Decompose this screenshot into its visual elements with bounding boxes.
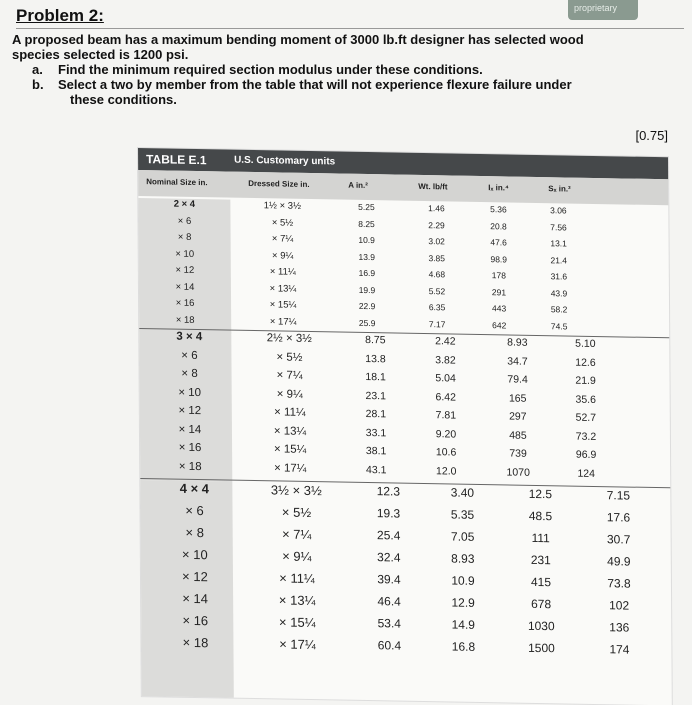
table-cell: × 11¼ bbox=[269, 266, 296, 278]
table-cell: × 5½ bbox=[276, 350, 303, 364]
table-cell: 14.9 bbox=[451, 617, 476, 632]
table-cell: 111 bbox=[531, 530, 550, 546]
table-cell: 38.1 bbox=[365, 444, 387, 458]
table-cell: 6.42 bbox=[435, 390, 456, 404]
table-cell: × 16 bbox=[178, 441, 202, 455]
table-cell: 31.6 bbox=[550, 271, 568, 282]
table-cell: × 15¼ bbox=[278, 614, 316, 631]
table-cell: 98.9 bbox=[490, 253, 508, 264]
table-cell: 7.15 bbox=[606, 488, 631, 503]
table-cell: 174 bbox=[609, 642, 630, 657]
table-cell: 2.42 bbox=[435, 335, 456, 348]
item-a-label: a. bbox=[32, 62, 43, 77]
points-value: [0.75] bbox=[635, 128, 668, 143]
table-cell: 73.2 bbox=[575, 430, 597, 443]
table-cell: 39.4 bbox=[377, 572, 401, 587]
table-cell: 124 bbox=[577, 467, 596, 480]
column-header: Dressed Size in. bbox=[248, 178, 310, 189]
item-b-label: b. bbox=[32, 77, 44, 92]
logo-text: proprietary bbox=[574, 3, 618, 13]
table-cell: 678 bbox=[531, 596, 552, 612]
statement-line-1: A proposed beam has a maximum bending moment of 3000 lb.ft designer has selected wood bbox=[12, 32, 584, 47]
table-cell: 3.40 bbox=[450, 485, 475, 500]
item-b bbox=[12, 77, 662, 92]
table-cell: × 11¼ bbox=[279, 570, 315, 587]
table-cell: 53.4 bbox=[377, 616, 402, 631]
table-cell: 47.6 bbox=[490, 237, 507, 248]
item-b-continuation: these conditions. bbox=[70, 92, 177, 107]
table-cell: 21.4 bbox=[550, 254, 568, 265]
divider bbox=[16, 28, 684, 29]
table-cell: 443 bbox=[491, 303, 507, 314]
table-cell: × 7¼ bbox=[271, 233, 294, 245]
table-cell: 34.7 bbox=[507, 354, 528, 368]
table-cell: 7.56 bbox=[550, 221, 567, 232]
table-cell: × 10 bbox=[178, 386, 202, 399]
table-cell: × 13¼ bbox=[278, 592, 316, 609]
table-cell: 79.4 bbox=[507, 373, 528, 386]
table-cell: 19.3 bbox=[376, 506, 401, 521]
table-cell: × 6 bbox=[177, 215, 192, 227]
table-cell: 6.35 bbox=[428, 302, 446, 313]
table-cell: × 6 bbox=[181, 349, 198, 362]
table-cell: 19.9 bbox=[358, 284, 376, 295]
column-header: Nominal Size in. bbox=[146, 177, 208, 188]
problem-statement bbox=[12, 32, 662, 107]
item-b-text: Select a two by member from the table that will not experience flexure failure under bbox=[58, 77, 572, 92]
table-cell: × 10 bbox=[181, 546, 208, 563]
table-cell: 8.93 bbox=[451, 551, 475, 566]
table-cell: 10.6 bbox=[435, 446, 457, 459]
table-cell: 136 bbox=[609, 620, 630, 635]
table-cell: 485 bbox=[509, 428, 527, 442]
table-cell: × 12 bbox=[178, 404, 202, 418]
table-cell: 43.9 bbox=[550, 287, 568, 298]
table-cell: × 5½ bbox=[271, 216, 294, 229]
table-cell: 1070 bbox=[506, 465, 530, 479]
table-cell: 12.5 bbox=[528, 486, 553, 502]
table-cell: 3.02 bbox=[428, 236, 445, 247]
statement-line-2: species selected is 1200 psi. bbox=[12, 47, 189, 62]
table-cell: 4 × 4 bbox=[179, 480, 210, 497]
table-cell: 2.29 bbox=[428, 219, 445, 230]
table-cell: 30.7 bbox=[606, 532, 631, 547]
table-cell: 8.75 bbox=[365, 333, 386, 347]
table-cell: 415 bbox=[530, 574, 552, 590]
table-cell: 23.1 bbox=[365, 389, 386, 402]
table-cell: 12.0 bbox=[435, 464, 457, 478]
table-cell: 4.68 bbox=[428, 269, 446, 280]
table-cell: 96.9 bbox=[575, 448, 597, 462]
table-cell: × 11¼ bbox=[274, 406, 306, 419]
table-cell: × 6 bbox=[185, 502, 204, 519]
table-cell: × 9¼ bbox=[282, 548, 312, 565]
table-cell: 2 × 4 bbox=[173, 198, 196, 210]
column-header: A in.² bbox=[348, 180, 368, 191]
table-name: TABLE E.1 bbox=[146, 152, 207, 168]
table-cell: 3.06 bbox=[550, 205, 567, 216]
table-cell: 12.9 bbox=[451, 595, 475, 610]
table-cell: × 13¼ bbox=[269, 282, 297, 295]
table-cell: 739 bbox=[509, 447, 527, 460]
table-cell: 5.36 bbox=[490, 204, 507, 215]
table-cell: × 10 bbox=[175, 248, 195, 260]
table-cell: 8.25 bbox=[358, 218, 375, 229]
table-cell: 16.8 bbox=[451, 639, 476, 654]
table-cell: × 14 bbox=[182, 590, 209, 607]
table-cell: 58.2 bbox=[550, 304, 568, 315]
table-cell: × 16 bbox=[175, 297, 195, 309]
lumber-properties-table bbox=[138, 148, 672, 705]
table-cell: 17.6 bbox=[606, 510, 631, 525]
table-cell: × 8 bbox=[185, 524, 204, 541]
table-cell: 60.4 bbox=[377, 638, 402, 653]
table-cell: 12.3 bbox=[376, 484, 401, 499]
table-cell: × 12 bbox=[182, 568, 208, 585]
table-cell: 5.35 bbox=[450, 507, 475, 522]
table-cell: 25.4 bbox=[376, 528, 401, 543]
table-cell: 10.9 bbox=[358, 234, 375, 246]
table-cell: 35.6 bbox=[575, 393, 596, 406]
table-cell: 52.7 bbox=[575, 411, 597, 425]
table-cell: 25.9 bbox=[358, 317, 376, 328]
table-cell: 7.05 bbox=[450, 529, 475, 544]
table-cell: × 5½ bbox=[281, 504, 312, 521]
table-cell: 5.04 bbox=[435, 372, 456, 385]
table-cell: × 16 bbox=[182, 612, 209, 629]
table-cell: 231 bbox=[530, 552, 551, 568]
table-cell: 22.9 bbox=[358, 300, 376, 312]
table-cell: × 13¼ bbox=[273, 424, 307, 438]
table-cell: × 18 bbox=[175, 314, 195, 326]
item-a bbox=[12, 62, 662, 77]
table-cell: 43.1 bbox=[365, 463, 387, 476]
table-cell: × 8 bbox=[177, 231, 192, 243]
table-cell: × 17¼ bbox=[274, 461, 307, 475]
table-cell: 9.20 bbox=[435, 427, 457, 441]
table-cell: 297 bbox=[509, 410, 527, 423]
table-cell: × 17¼ bbox=[269, 315, 297, 328]
table-cell: 291 bbox=[491, 286, 507, 297]
table-cell: × 14 bbox=[178, 423, 202, 436]
table-cell: 13.8 bbox=[365, 352, 386, 365]
table-cell: 1½ × 3½ bbox=[263, 200, 302, 212]
table-cell: 18.1 bbox=[365, 370, 386, 384]
table-cell: 73.8 bbox=[607, 576, 631, 591]
table-cell: × 9¼ bbox=[271, 249, 294, 262]
table-cell: × 7¼ bbox=[276, 369, 303, 382]
table-cell: 49.9 bbox=[607, 554, 631, 569]
table-cell: 7.17 bbox=[428, 318, 446, 329]
table-cell: 5.52 bbox=[428, 285, 446, 296]
table-cell: 102 bbox=[609, 598, 630, 613]
table-cell: 32.4 bbox=[377, 550, 401, 565]
table-cell: 8.93 bbox=[507, 336, 528, 349]
table-cell: 20.8 bbox=[490, 220, 507, 231]
table-cell: 7.81 bbox=[435, 409, 457, 422]
table-cell: 1500 bbox=[528, 640, 555, 656]
problem-title: Problem 2: bbox=[16, 6, 104, 25]
column-header: Wt. lb/ft bbox=[418, 181, 448, 192]
table-cell: 5.10 bbox=[575, 337, 596, 350]
table-cell: 16.9 bbox=[358, 267, 376, 279]
table-cell: 13.9 bbox=[358, 251, 376, 262]
table-cell: 2½ × 3½ bbox=[266, 332, 312, 346]
table-cell: × 8 bbox=[181, 367, 198, 381]
table-cell: 3½ × 3½ bbox=[270, 482, 322, 499]
table-cell: × 15¼ bbox=[273, 443, 307, 456]
table-cell: 46.4 bbox=[377, 594, 401, 609]
table-cell: 48.5 bbox=[528, 508, 553, 524]
table-cell: × 15¼ bbox=[269, 299, 297, 311]
table-cell: 74.5 bbox=[550, 320, 568, 332]
table-cell: 3.82 bbox=[435, 353, 456, 367]
table-subtitle: U.S. Customary units bbox=[234, 154, 336, 168]
table-cell: × 12 bbox=[175, 264, 195, 276]
item-a-text: Find the minimum required section modulus under these conditions. bbox=[58, 62, 483, 77]
table-cell: 165 bbox=[508, 391, 527, 405]
table-cell: 5.25 bbox=[358, 201, 375, 213]
table-cell: 178 bbox=[491, 270, 506, 281]
table-cell: 33.1 bbox=[365, 426, 387, 439]
table-cell: × 14 bbox=[175, 281, 195, 293]
table-cell: 3 × 4 bbox=[176, 330, 203, 344]
column-header: Iₓ in.⁴ bbox=[488, 183, 509, 193]
table-cell: × 18 bbox=[178, 460, 202, 473]
table-cell: × 17¼ bbox=[279, 636, 316, 653]
table-cell: × 9¼ bbox=[276, 387, 303, 401]
table-cell: × 7¼ bbox=[281, 526, 312, 543]
table-cell: 28.1 bbox=[365, 407, 387, 421]
table-cell: 1.46 bbox=[428, 203, 445, 214]
table-cell: 3.85 bbox=[428, 252, 446, 263]
table-cell: 10.9 bbox=[451, 573, 475, 588]
table-cell: 12.6 bbox=[575, 356, 596, 369]
table-cell: × 18 bbox=[182, 634, 209, 651]
column-header: Sₓ in.³ bbox=[548, 184, 571, 194]
table-cell: 642 bbox=[492, 319, 507, 330]
table-cell: 13.1 bbox=[550, 238, 567, 249]
table-cell: 21.9 bbox=[575, 374, 596, 387]
table-cell: 1030 bbox=[527, 618, 555, 634]
